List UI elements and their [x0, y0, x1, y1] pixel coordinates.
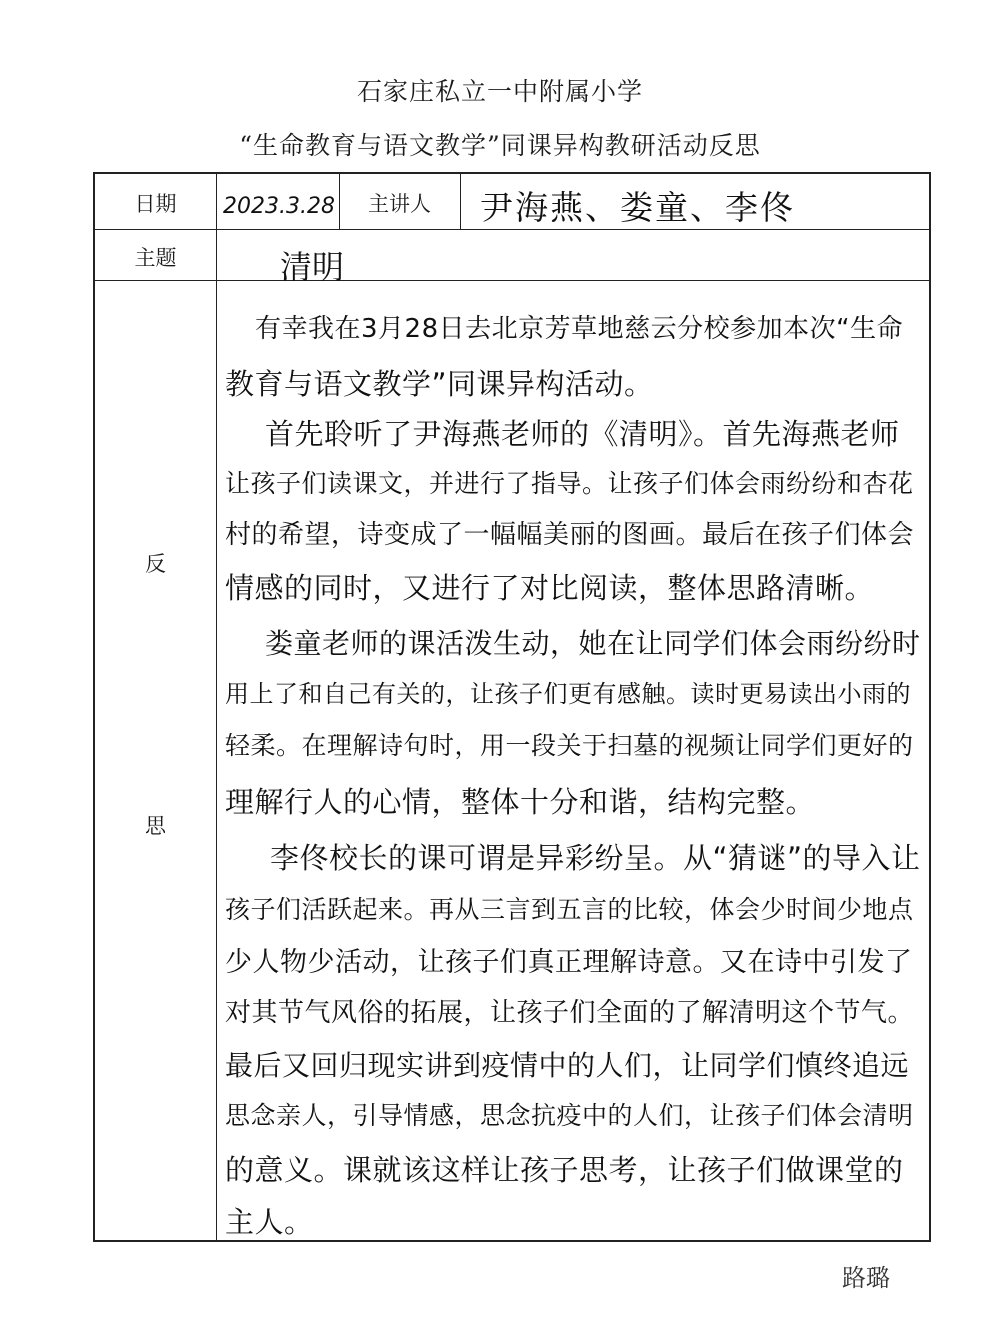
reflection-line: 少人物少活动，让孩子们真正理解诗意。又在诗中引发了	[225, 947, 913, 978]
reflection-line: 主人。	[225, 1205, 314, 1239]
reflection-line: 思念亲人，引导情感，思念抗疫中的人们，让孩子们体会清明	[225, 1101, 914, 1130]
reflection-line: 最后又回归现实讲到疫情中的人们，让同学们慎终追远	[225, 1049, 910, 1082]
topic-label: 主题	[134, 246, 177, 270]
topic-value: 清明	[280, 248, 345, 286]
signature: 路璐	[842, 1264, 890, 1292]
reflection-line: 有幸我在3月28日去北京芳草地慈云分校参加本次“生命	[255, 314, 904, 344]
row-divider	[95, 280, 929, 281]
reflection-line: 娄童老师的课活泼生动，她在让同学们体会雨纷纷时	[265, 627, 921, 660]
reflection-form	[93, 172, 931, 1242]
reflection-line: 教育与语文教学”同课异构活动。	[225, 367, 654, 401]
reflection-line: 对其节气风俗的拓展，让孩子们全面的了解清明这个节气。	[225, 998, 915, 1028]
school-title: 石家庄私立一中附属小学	[356, 77, 643, 106]
reflection-line: 的意义。课就该这样让孩子思考，让孩子们做课堂的	[225, 1153, 904, 1187]
date-value: 2023.3.28	[223, 194, 335, 219]
row-divider	[95, 229, 929, 230]
reflection-line: 孩子们活跃起来。再从三言到五言的比较，体会少时间少地点	[225, 895, 914, 924]
reflection-line: 李佟校长的课可谓是异彩纷呈。从“猜谜”的导入让	[270, 841, 921, 875]
reflection-label-bottom: 思	[145, 814, 166, 838]
form-subtitle: “生命教育与语文教学”同课异构教研活动反思	[239, 131, 761, 160]
reflection-label-top: 反	[145, 552, 166, 576]
date-label: 日期	[134, 192, 177, 216]
reflection-line: 让孩子们读课文，并进行了指导。让孩子们体会雨纷纷和杏花	[225, 469, 914, 498]
reflection-line: 用上了和自己有关的，让孩子们更有感触。读时更易读出小雨的	[225, 680, 911, 708]
column-divider	[460, 174, 461, 229]
speaker-label: 主讲人	[368, 192, 431, 216]
column-divider	[216, 174, 217, 1240]
reflection-line: 首先聆听了尹海燕老师的《清明》。首先海燕老师	[265, 417, 900, 451]
reflection-line: 理解行人的心情，整体十分和谐，结构完整。	[225, 785, 816, 819]
reflection-line: 轻柔。在理解诗句时，用一段关于扫墓的视频让同学们更好的	[225, 731, 914, 760]
speaker-value: 尹海燕、娄童、李佟	[480, 188, 795, 227]
reflection-line: 情感的同时，又进行了对比阅读，整体思路清晰。	[225, 571, 875, 605]
reflection-line: 村的希望，诗变成了一幅幅美丽的图画。最后在孩子们体会	[225, 520, 915, 550]
